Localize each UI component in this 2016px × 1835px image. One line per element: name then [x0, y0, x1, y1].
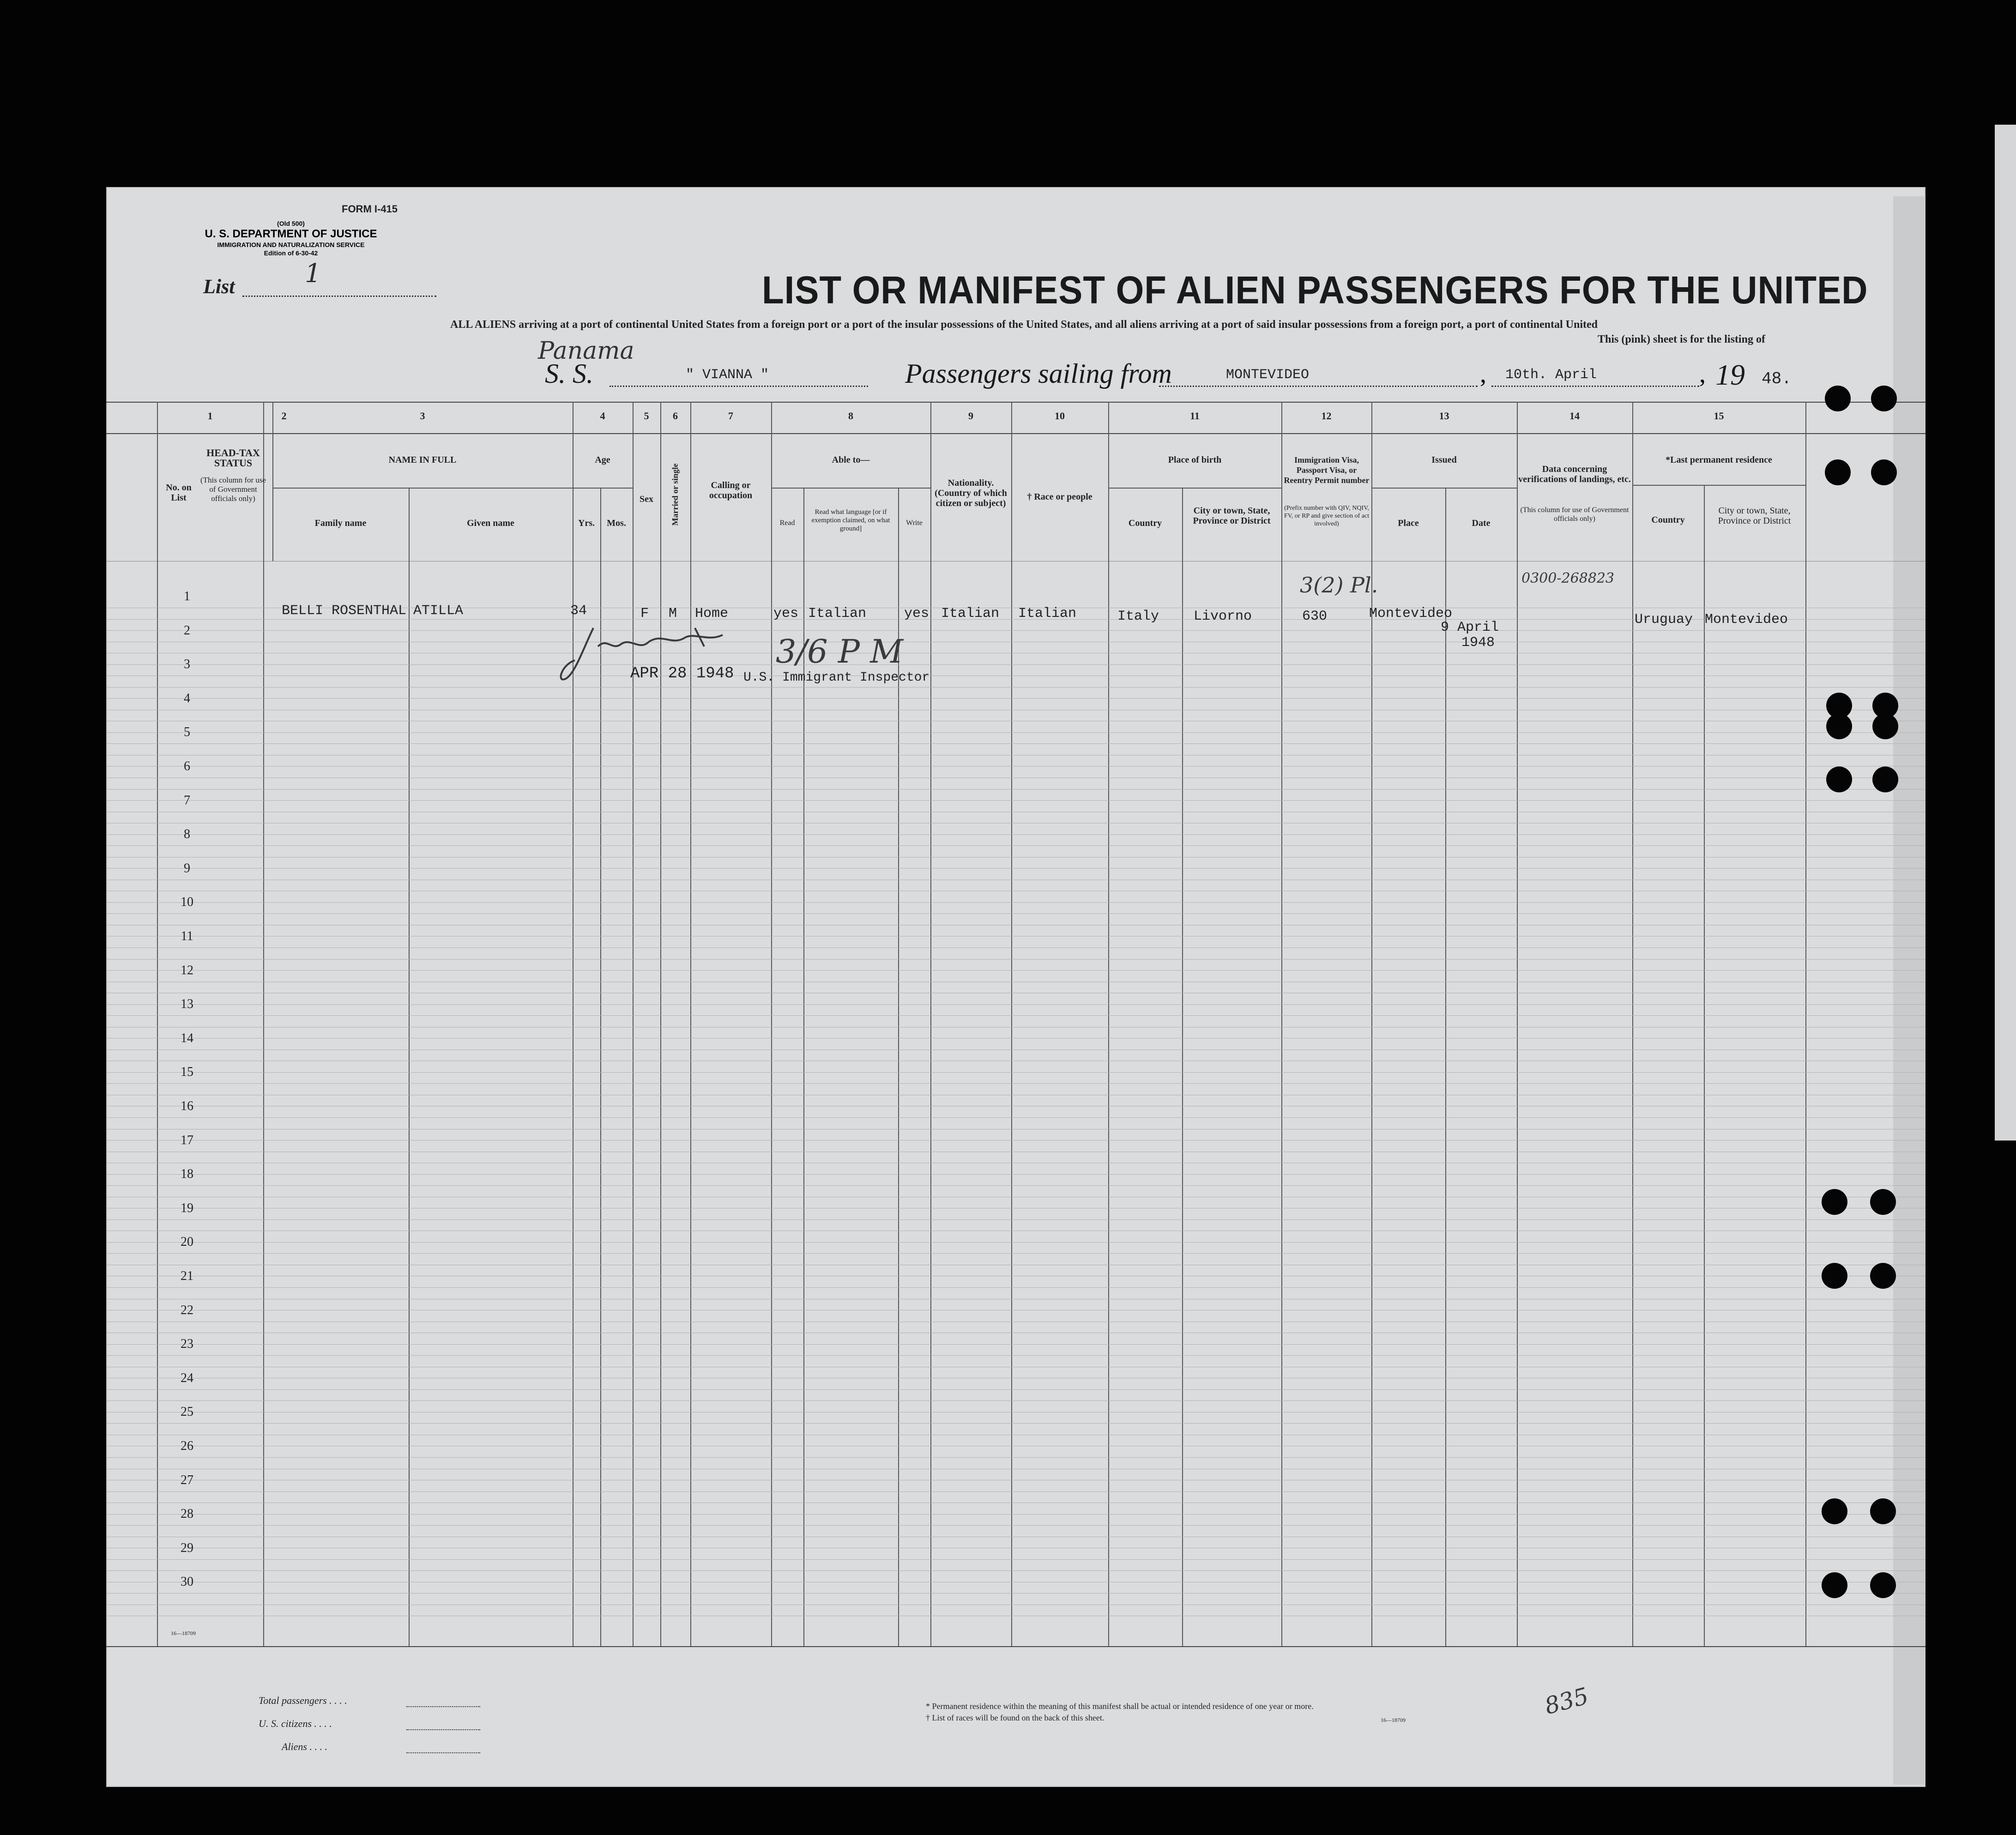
cell-birth-city: Livorno [1194, 609, 1252, 624]
col-rule [1704, 485, 1705, 1646]
page-title: LIST OR MANIFEST OF ALIEN PASSENGERS FOR THE UNITED [762, 268, 1868, 312]
hdr-res-city: City or town, State, Province or District [1718, 506, 1791, 526]
table-bottom-rule [106, 1646, 1925, 1647]
ruled-line [106, 1525, 1925, 1526]
hdr-visa-note: (Prefix number with QIV, NQIV, FV, or RP and give section of act involved) [1284, 505, 1370, 527]
cell-issued-place: Montevideo [1369, 606, 1453, 622]
row-number: 4 [184, 691, 190, 706]
col-rule [660, 402, 661, 1646]
row-number: 22 [181, 1303, 193, 1317]
ruled-line [106, 1491, 1925, 1492]
ruled-line [106, 789, 1925, 790]
ruled-line [106, 766, 1925, 767]
ruled-line [106, 1117, 1925, 1118]
punch-hole [1825, 386, 1851, 411]
ruled-line [106, 1570, 1925, 1571]
footnote-residence: * Permanent residence within the meaning of this manifest shall be actual or intended residence of one year or more. [926, 1702, 1314, 1711]
landing-data: 0300-268823 [1521, 570, 1615, 586]
cell-issued-date-2: 1948 [1461, 635, 1495, 651]
row-number: 24 [181, 1370, 193, 1385]
punch-hole [1870, 1498, 1896, 1524]
col-rule [1805, 402, 1806, 1646]
row-number: 10 [181, 895, 193, 910]
col-rule [930, 402, 931, 1646]
row-number: 27 [181, 1473, 193, 1487]
row-number: 13 [181, 997, 193, 1012]
sailing-label: Passengers sailing from [905, 358, 1172, 389]
col-rule [1445, 488, 1446, 1646]
ruled-line [106, 1514, 1925, 1515]
hdr-yrs: Yrs. [578, 518, 595, 528]
list-line [242, 296, 436, 297]
ruled-line [106, 1004, 1925, 1005]
ship-annotation: Panama [538, 337, 634, 365]
ruled-line [106, 1015, 1925, 1016]
aliens-label: Aliens . . . . [282, 1741, 327, 1752]
punch-hole [1871, 459, 1897, 485]
manifest-table [106, 402, 1925, 1648]
hdr-no-on-list: No. on List [166, 483, 192, 503]
colnum: 14 [1569, 410, 1580, 422]
cell-res-country: Uruguay [1635, 612, 1693, 628]
ruled-line [106, 1355, 1925, 1356]
col-rule [1632, 402, 1633, 1646]
ship-name: " VIANNA " [686, 367, 769, 383]
colnum: 11 [1190, 410, 1200, 422]
ruled-line [106, 959, 1925, 960]
ruled-line [106, 1185, 1925, 1186]
punch-hole [1872, 767, 1898, 792]
row-number: 1 [184, 589, 190, 604]
edition: Edition of 6-30-42 [264, 249, 318, 257]
row-number: 28 [181, 1507, 193, 1521]
cell-res-city: Montevideo [1705, 612, 1788, 628]
ruled-line [106, 687, 1925, 688]
row-number: 17 [181, 1133, 193, 1147]
print-code-left: 16—18709 [171, 1630, 196, 1636]
hdr-write: Write [906, 519, 923, 527]
comma: , [1480, 360, 1486, 388]
hdr-last-residence: *Last permanent residence [1666, 455, 1772, 465]
name-sub-rule [272, 488, 573, 489]
ruled-line [106, 1423, 1925, 1424]
colnum-rule [106, 433, 1925, 434]
col-rule [771, 402, 772, 1646]
ruled-line [106, 1559, 1925, 1560]
row-number: 11 [181, 929, 193, 943]
hdr-mos: Mos. [607, 518, 626, 528]
colnum: 7 [728, 410, 733, 422]
total-passengers-line [406, 1706, 480, 1707]
inspector-signature [556, 619, 769, 688]
hdr-issued-date: Date [1472, 518, 1491, 528]
department: U. S. DEPARTMENT OF JUSTICE [205, 228, 377, 240]
hdr-read-lang: Read what language [or if exemption claimed, on what ground] [811, 508, 890, 532]
sailing-date: 10th. April [1505, 367, 1597, 383]
colnum: 2 [281, 410, 287, 422]
row-number: 29 [181, 1540, 193, 1555]
colnum: 12 [1321, 410, 1332, 422]
list-value: 1 [305, 259, 321, 289]
date-line [1491, 386, 1699, 387]
row-number: 25 [181, 1405, 193, 1419]
hdr-birth-city: City or town, State, Province or District [1193, 506, 1271, 526]
service: IMMIGRATION AND NATURALIZATION SERVICE [217, 241, 365, 248]
ruled-line [106, 970, 1925, 971]
ruled-line [106, 868, 1925, 869]
row-number: 14 [181, 1031, 193, 1045]
hdr-landing-note: (This column for use of Government officials only) [1520, 506, 1629, 523]
comma: , [1699, 360, 1706, 388]
hdr-place-of-birth: Place of birth [1168, 455, 1222, 465]
year-prefix: 19 [1715, 358, 1745, 391]
colnum: 4 [600, 410, 605, 422]
ruled-line [106, 800, 1925, 801]
age-sub-rule [573, 488, 633, 489]
hdr-family-name: Family name [314, 518, 367, 528]
col-rule [1182, 488, 1183, 1646]
residence-sub-rule [1632, 485, 1805, 486]
row-number: 20 [181, 1235, 193, 1249]
cell-nationality: Italian [941, 606, 1000, 622]
row-number: 15 [181, 1065, 193, 1080]
visa-annotation: 3(2) Pl. [1300, 573, 1378, 598]
ruled-line [106, 1242, 1925, 1243]
colnum: 15 [1714, 410, 1724, 422]
row-number: 12 [181, 963, 193, 978]
hdr-read: Read [779, 519, 795, 527]
col-rule [409, 488, 410, 1646]
row-number: 26 [181, 1439, 193, 1453]
col-rule [272, 402, 273, 561]
cell-occupation: Home [695, 606, 729, 622]
ruled-line [106, 1072, 1925, 1073]
ruled-line [106, 1400, 1925, 1401]
hdr-sex: Sex [640, 494, 653, 504]
ruled-line [106, 1253, 1925, 1254]
sailing-line [1159, 386, 1478, 387]
cell-language: Italian [808, 606, 867, 622]
col-rule [1517, 402, 1518, 1646]
form-header [194, 219, 388, 257]
subtitle-line1: ALL ALIENS arriving at a port of continental United States from a foreign port or a port of the insular possessions of the United States, and all aliens arriving at a port of said insular possessions from a foreign port, a port of continental United [450, 319, 1598, 331]
hdr-head-tax: HEAD-TAX STATUS [206, 447, 260, 469]
issued-sub-rule [1371, 488, 1517, 489]
row-number: 6 [184, 759, 190, 773]
hdr-visa: Immigration Visa, Passport Visa, or Reentry Permit number [1284, 455, 1370, 485]
colnum: 13 [1439, 410, 1449, 422]
hdr-age: Age [595, 455, 610, 465]
cell-visa-number: 630 [1302, 609, 1328, 624]
cell-age: 34 [570, 603, 587, 619]
colnum: 5 [644, 410, 649, 422]
ruled-line [106, 630, 1925, 631]
ruled-line [106, 1344, 1925, 1345]
ruled-line [106, 732, 1925, 733]
col-rule [157, 402, 158, 1646]
hdr-res-country: Country [1651, 515, 1685, 525]
col-rule [263, 402, 264, 1646]
punch-hole [1870, 1263, 1896, 1289]
hdr-race: † Race or people [1027, 492, 1093, 502]
inspection-handwritten: 3/6 P M [776, 633, 903, 670]
cell-issued-date-1: 9 April [1441, 620, 1499, 635]
total-passengers-label: Total passengers . . . . [259, 1695, 347, 1706]
ruled-line [106, 1140, 1925, 1141]
cell-race: Italian [1018, 606, 1077, 622]
ruled-line [106, 698, 1925, 699]
hdr-birth-country: Country [1128, 518, 1162, 528]
row-number: 30 [181, 1575, 193, 1589]
sailing-port: MONTEVIDEO [1226, 367, 1310, 383]
footnote-races: † List of races will be found on the back of this sheet. [926, 1713, 1105, 1722]
cell-sex: F [640, 606, 649, 622]
row-number: 3 [184, 657, 190, 672]
able-sub-rule [771, 488, 930, 489]
col-rule [633, 402, 634, 1646]
punch-hole [1826, 713, 1852, 739]
ruled-line [106, 743, 1925, 744]
punch-hole [1822, 1263, 1847, 1289]
ruled-line [106, 1593, 1925, 1594]
ruled-line [106, 1287, 1925, 1288]
year-suffix: 48. [1762, 369, 1792, 388]
hdr-able-to: Able to— [832, 455, 870, 465]
old-number: (Old 500) [277, 220, 305, 227]
cell-write: yes [904, 606, 930, 622]
col-rule [1108, 402, 1109, 1646]
row-number: 7 [184, 793, 190, 808]
page-number: 835 [1542, 1682, 1592, 1720]
colnum: 8 [848, 410, 853, 422]
ruled-line [106, 845, 1925, 846]
row-number: 16 [181, 1099, 193, 1113]
aliens-line [406, 1752, 480, 1753]
ruled-line [106, 1457, 1925, 1458]
col-rule [1011, 402, 1012, 1646]
ruled-line [106, 834, 1925, 835]
ruled-line [106, 664, 1925, 665]
hdr-nationality: Nationality. (Country of which citizen or subject) [935, 478, 1007, 508]
hdr-calling: Calling or occupation [709, 480, 753, 501]
punch-hole [1870, 1189, 1896, 1215]
cell-married: M [669, 606, 677, 622]
subtitle-line2: This (pink) sheet is for the listing of [1598, 333, 1765, 345]
us-citizens-line [406, 1729, 480, 1730]
punch-hole [1871, 386, 1897, 411]
punch-hole [1822, 1189, 1847, 1215]
adjacent-sheet-edge [1995, 125, 2016, 1141]
colnum: 3 [420, 410, 425, 422]
row-number: 18 [181, 1167, 193, 1182]
row-number: 8 [184, 827, 190, 842]
hdr-given-name: Given name [467, 518, 514, 528]
table-top-rule [106, 402, 1925, 403]
row-number: 21 [181, 1269, 193, 1283]
row-number: 2 [184, 623, 190, 638]
colnum: 6 [673, 410, 678, 422]
ruled-line [106, 1083, 1925, 1084]
cell-given-name: ATILLA [413, 603, 464, 619]
ruled-line [106, 1174, 1925, 1175]
row-number: 19 [181, 1201, 193, 1215]
form-number: FORM I-415 [342, 203, 398, 215]
us-citizens-label: U. S. citizens . . . . [259, 1718, 332, 1729]
cell-family-name: BELLI ROSENTHAL [282, 603, 407, 619]
birth-sub-rule [1108, 488, 1281, 489]
punch-hole [1872, 713, 1898, 739]
punch-hole [1870, 1572, 1896, 1598]
row-number: 5 [184, 725, 190, 740]
col-rule [690, 402, 691, 1646]
hdr-name-in-full: NAME IN FULL [388, 455, 457, 465]
ruled-line [106, 902, 1925, 903]
inspection-date: APR 28 1948 [630, 665, 734, 682]
ss-label: S. S. [545, 358, 593, 389]
punch-hole [1826, 767, 1852, 792]
row-number: 9 [184, 861, 190, 875]
punch-hole [1822, 1572, 1847, 1598]
cell-read: yes [773, 606, 799, 622]
colnum: 1 [207, 410, 213, 422]
ruled-line [106, 1389, 1925, 1390]
inspector-title: U.S. Immigrant Inspector [743, 670, 930, 685]
punch-hole [1822, 1498, 1847, 1524]
ruled-line [106, 913, 1925, 914]
colnum: 9 [968, 410, 973, 422]
ruled-line [106, 1219, 1925, 1220]
cell-birth-country: Italy [1117, 609, 1159, 624]
hdr-married: Married or single [670, 463, 680, 526]
hdr-landing: Data concerning verifications of landings, etc. [1518, 464, 1631, 484]
hdr-issued: Issued [1431, 455, 1457, 465]
hdr-head-tax-note: (This column for use of Government officials only) [200, 476, 266, 503]
hdr-issued-place: Place [1398, 518, 1419, 528]
col-rule [1281, 402, 1282, 1646]
ss-line [610, 386, 868, 387]
punch-hole [1825, 459, 1851, 485]
print-code: 16—18709 [1381, 1717, 1406, 1723]
row-number: 23 [181, 1337, 193, 1352]
list-label: List [203, 275, 235, 298]
colnum: 10 [1055, 410, 1065, 422]
